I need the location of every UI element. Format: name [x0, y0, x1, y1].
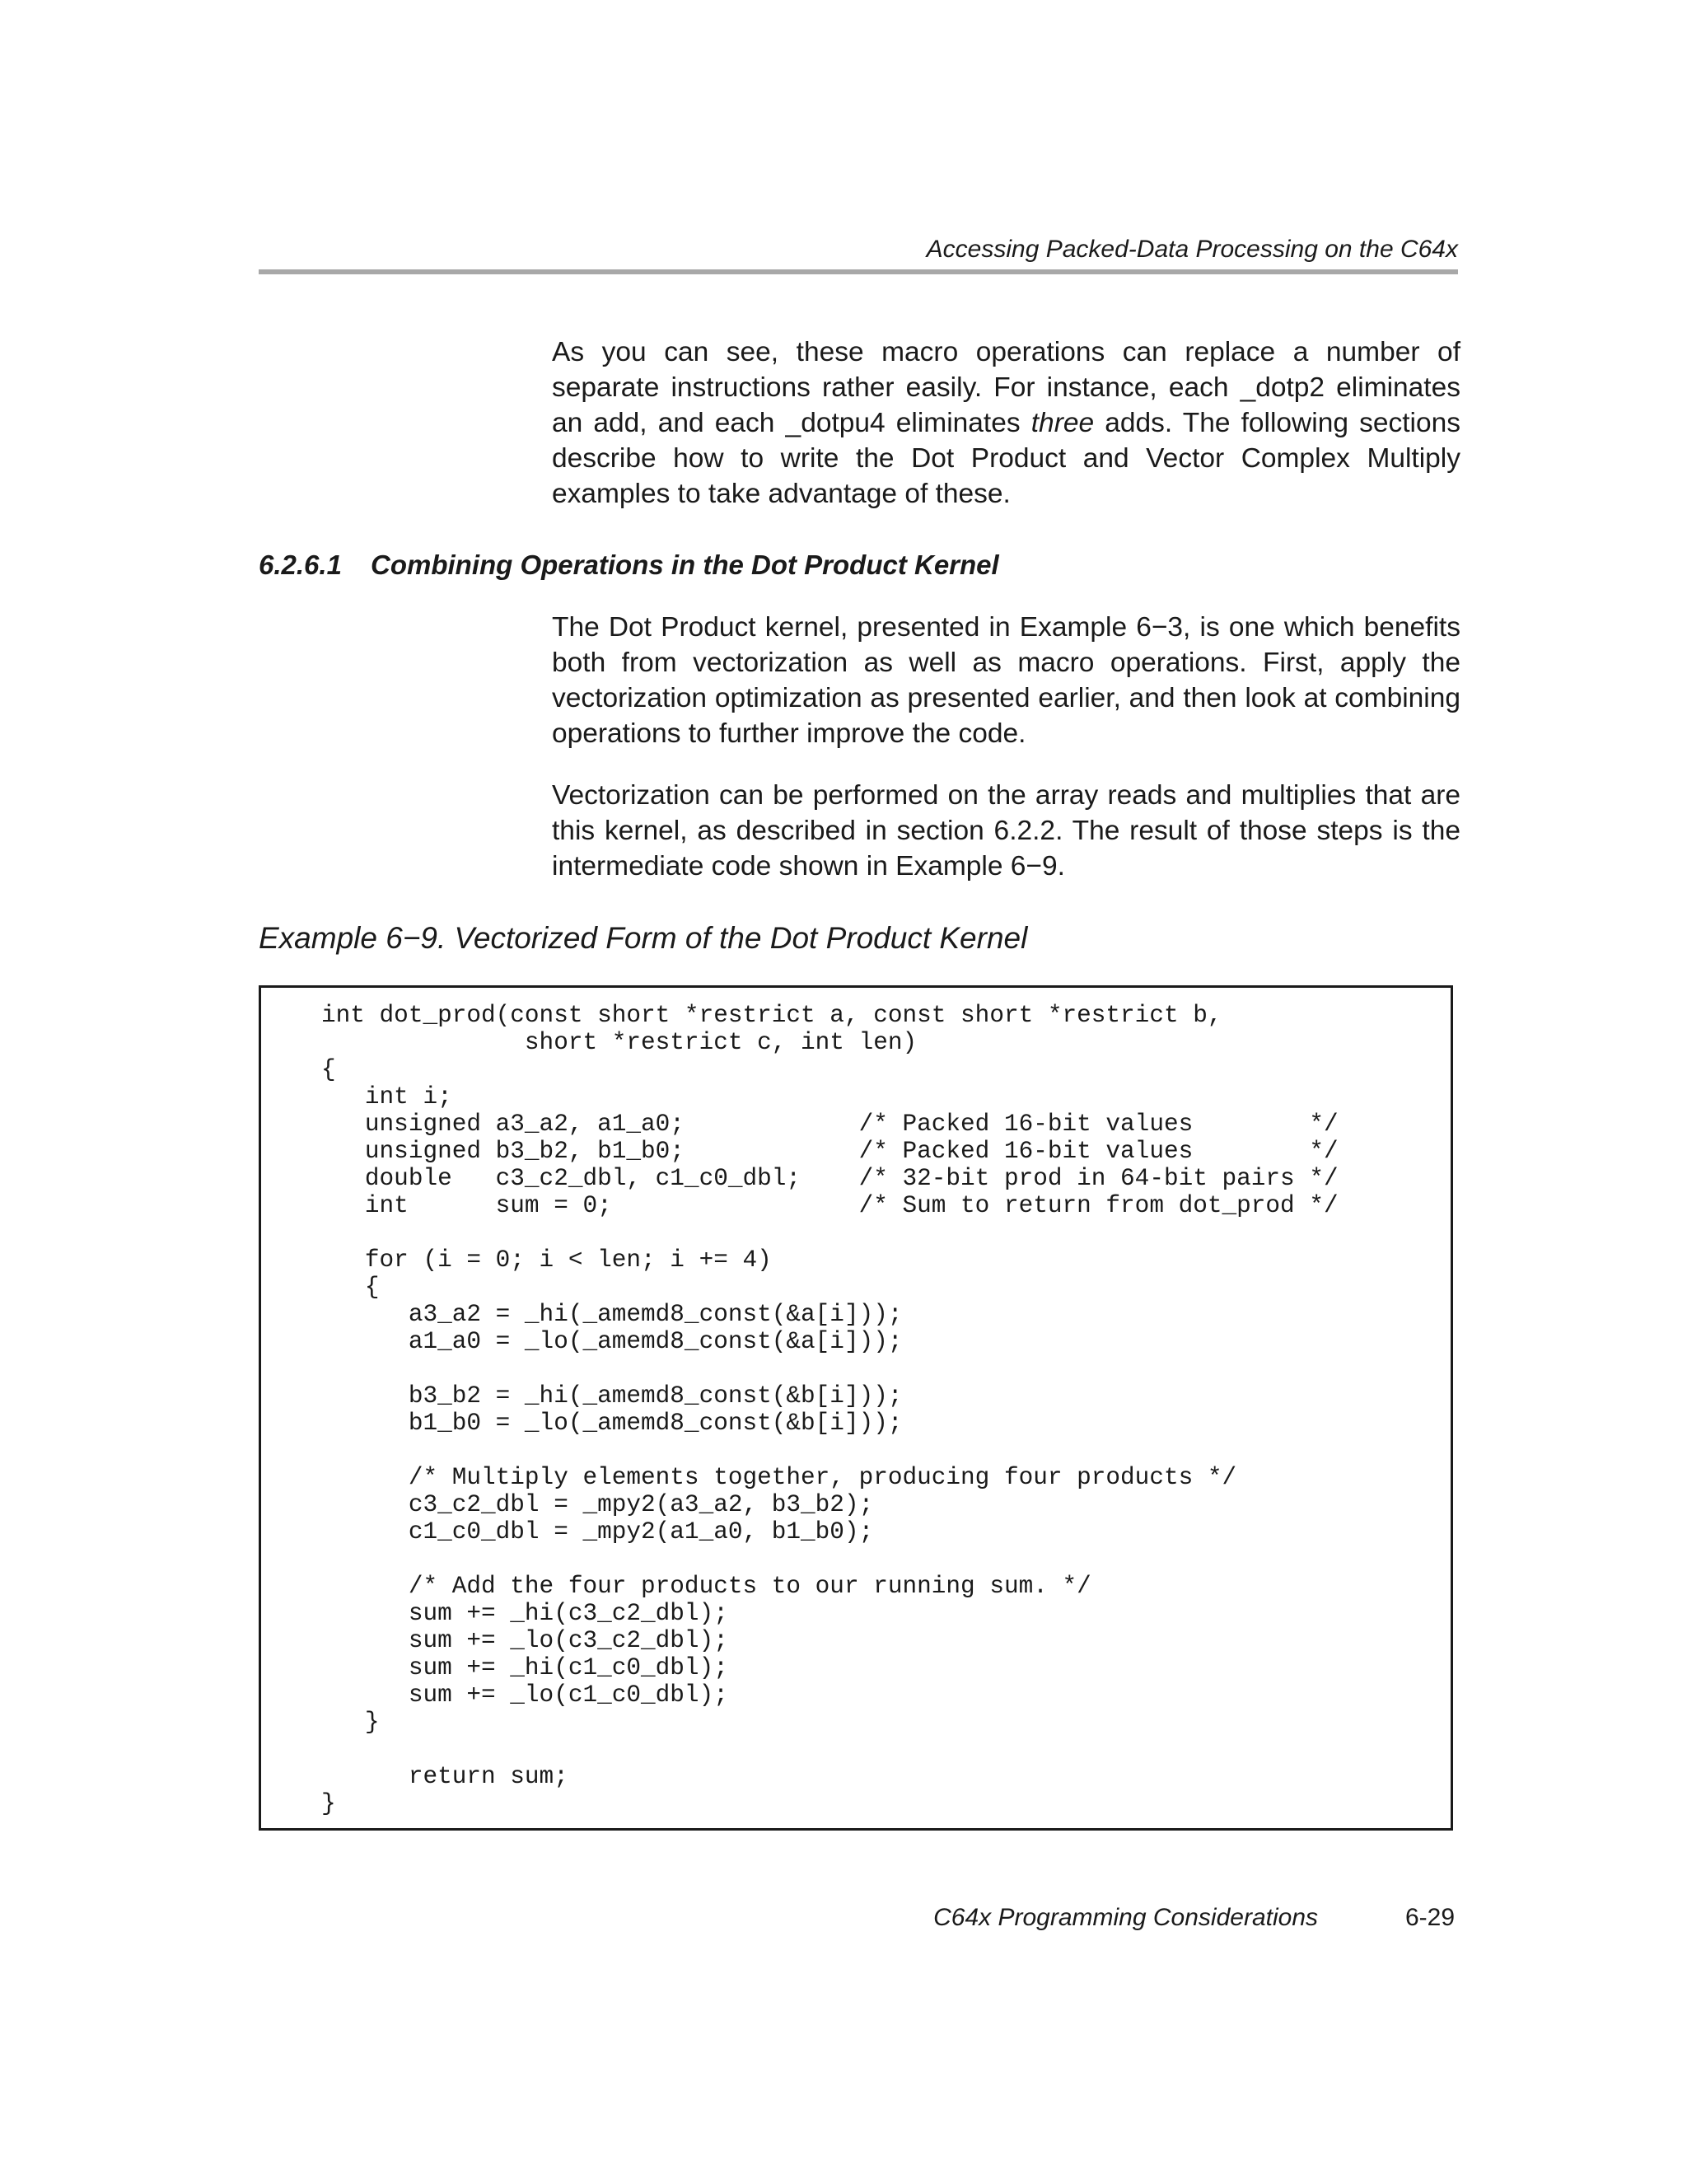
- code-line: [321, 1736, 1339, 1763]
- code-line: sum += _hi(c1_c0_dbl);: [321, 1654, 728, 1681]
- code-line: b3_b2 = _hi(_amemd8_const(&b[i]));: [321, 1382, 903, 1410]
- code-line: [321, 1355, 1339, 1382]
- code-line: [321, 1437, 1339, 1464]
- code-line: {: [321, 1056, 336, 1083]
- code-line: int sum = 0; /* Sum to return from dot_prod */: [321, 1192, 1339, 1219]
- code-line: a3_a2 = _hi(_amemd8_const(&a[i]));: [321, 1301, 903, 1328]
- code-line: }: [321, 1790, 336, 1817]
- code-line: c3_c2_dbl = _mpy2(a3_a2, b3_b2);: [321, 1491, 874, 1518]
- footer-chapter-title: C64x Programming Considerations: [933, 1904, 1318, 1931]
- section-paragraph-2: Vectorization can be performed on the array reads and multiplies that are this kernel, as described in section 6.2.2. The result of those steps is the intermediate code shown in Example 6−9.: [552, 780, 1460, 882]
- section-heading: [259, 547, 999, 583]
- code-line: sum += _hi(c3_c2_dbl);: [321, 1600, 728, 1627]
- code-line: sum += _lo(c3_c2_dbl);: [321, 1627, 728, 1654]
- code-line: /* Add the four products to our running sum. */: [321, 1573, 1091, 1600]
- intro-emphasis: three: [1030, 408, 1095, 438]
- running-header: Accessing Packed-Data Processing on the C64x: [926, 236, 1458, 263]
- code-line: for (i = 0; i < len; i += 4): [321, 1246, 772, 1274]
- code-line: c1_c0_dbl = _mpy2(a1_a0, b1_b0);: [321, 1518, 874, 1546]
- page-number: 6-29: [1404, 1904, 1455, 1931]
- code-line: int i;: [321, 1083, 452, 1111]
- code-listing: [321, 1002, 1339, 1817]
- section-paragraph-1: The Dot Product kernel, presented in Example 6−3, is one which benefits both from vectorization as well as macro operations. First, apply the vectorization optimization as presented earlier, and then look at combining operations to further improve the code.: [552, 612, 1460, 749]
- intro-paragraph: [552, 334, 1460, 512]
- code-line: /* Multiply elements together, producing four products */: [321, 1464, 1237, 1491]
- example-caption: Example 6−9. Vectorized Form of the Dot Product Kernel: [259, 921, 1028, 955]
- code-line: a1_a0 = _lo(_amemd8_const(&a[i]));: [321, 1328, 903, 1355]
- code-line: b1_b0 = _lo(_amemd8_const(&b[i]));: [321, 1410, 903, 1437]
- code-line: double c3_c2_dbl, c1_c0_dbl; /* 32-bit prod in 64-bit pairs */: [321, 1165, 1339, 1192]
- code-line: sum += _lo(c1_c0_dbl);: [321, 1681, 728, 1709]
- code-line: [321, 1546, 1339, 1573]
- code-line: return sum;: [321, 1763, 568, 1790]
- intro-text-start: As you can see, these macro operations can replace a number of separate instructions rather easily. For instance, each _dotp2 eliminates an add, and each _dotpu4 eliminates: [552, 337, 1460, 438]
- code-line: }: [321, 1709, 380, 1736]
- section-title: Combining Operations in the Dot Product Kernel: [371, 550, 999, 580]
- code-line: int dot_prod(const short *restrict a, const short *restrict b,: [321, 1002, 1222, 1029]
- header-rule: [259, 269, 1458, 274]
- section-number: 6.2.6.1: [259, 550, 342, 580]
- code-line: unsigned a3_a2, a1_a0; /* Packed 16-bit values */: [321, 1111, 1339, 1138]
- code-line: short *restrict c, int len): [321, 1029, 918, 1056]
- code-line: {: [321, 1274, 380, 1301]
- code-listing-box: [259, 985, 1453, 1831]
- code-line: unsigned b3_b2, b1_b0; /* Packed 16-bit values */: [321, 1138, 1339, 1165]
- code-line: [321, 1219, 1339, 1246]
- intro-text-end: adds. The following sections describe how to write the Dot Product and Vector Complex Multiply examples to take advantage of these.: [552, 408, 1460, 509]
